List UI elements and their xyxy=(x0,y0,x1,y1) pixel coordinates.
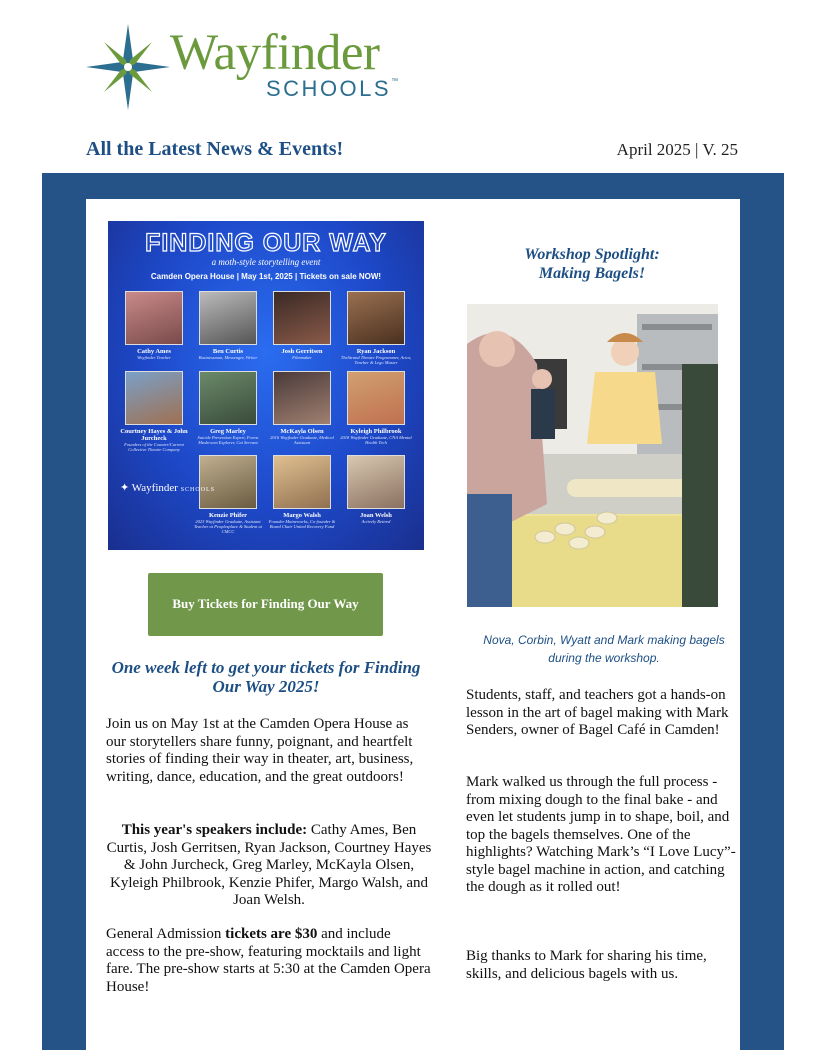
event-description: Join us on May 1st at the Camden Opera House as our storytellers share funny, poignant, and heartfelt stories of finding their way in theater, art, business, writing, dance, education, and the great outdoors! xyxy=(106,716,414,785)
poster-speaker xyxy=(266,291,338,360)
speaker-photo xyxy=(199,291,257,345)
poster-speaker xyxy=(340,371,412,445)
frame-left-bar xyxy=(42,173,86,1050)
logo-schools-text: SCHOOLS™ xyxy=(266,76,399,101)
speakers-paragraph: This year's speakers include: Cathy Ames, Ben Curtis, Josh Gerritsen, Ryan Jackson, Courtney Hayes & John Jurcheck, Greg Marley, McKayla Olsen, Kyleigh Philbrook, Kenzie Phifer, Margo Walsh, and Joan Welsh. xyxy=(106,822,432,908)
speaker-role: Suicide Prevention Expert, Forest Mushroom Explorer, Cat Servant xyxy=(197,435,259,446)
speaker-role: Founder Maineworks, Co-founder & Board Chair United Recovery Fund xyxy=(268,519,336,530)
poster-speaker xyxy=(118,291,190,360)
speaker-photo xyxy=(125,291,183,345)
speaker-name: Kyleigh Philbrook xyxy=(350,428,402,435)
frame-right-bar xyxy=(740,173,784,1050)
event-poster-image[interactable] xyxy=(108,221,424,550)
speaker-photo xyxy=(273,291,331,345)
newsletter-headline: All the Latest News & Events! xyxy=(86,138,344,160)
poster-speaker xyxy=(340,455,412,524)
poster-logo: ✦ Wayfinder SCHOOLS xyxy=(120,482,216,494)
speaker-role: TheStrand Theatre Programmer, Actor, Teacher & Lego Master xyxy=(340,355,412,366)
speaker-role: Wayfinder Teacher xyxy=(137,355,171,361)
workshop-paragraph-3: Big thanks to Mark for sharing his time, skills, and delicious bagels with us. xyxy=(466,948,707,982)
frame-top-bar xyxy=(42,173,784,199)
bagel-photo-illustration xyxy=(467,304,718,607)
speaker-photo xyxy=(347,291,405,345)
buy-tickets-button[interactable] xyxy=(148,573,383,636)
speaker-name: Joan Welsh xyxy=(360,512,392,519)
wayfinder-logo[interactable] xyxy=(86,24,406,110)
poster-speaker xyxy=(118,371,190,453)
poster-subtitle: a moth-style storytelling event xyxy=(211,257,321,267)
workshop-paragraph-1: Students, staff, and teachers got a hands-on lesson in the art of bagel making with Mark Senders, owner of Bagel Café in Camden! xyxy=(466,687,729,738)
speaker-role: Actively Retired xyxy=(361,519,391,525)
speaker-photo xyxy=(125,371,183,425)
buy-tickets-label: Buy Tickets for Finding Our Way xyxy=(172,596,359,612)
speaker-name: Josh Gerritsen xyxy=(281,348,323,355)
speaker-photo xyxy=(199,371,257,425)
speaker-name: Ryan Jackson xyxy=(356,348,396,355)
poster-speaker xyxy=(192,455,264,535)
speaker-name: Margo Walsh xyxy=(283,512,321,519)
speaker-photo xyxy=(273,455,331,509)
speaker-name: McKayla Olsen xyxy=(280,428,324,435)
admission-paragraph: General Admission tickets are $30 and include access to the pre-show, featuring mocktails and light fare. The pre-show starts at 5:30 at the Camden Opera House! xyxy=(106,926,431,995)
speaker-name: Kenzie Phifer xyxy=(208,512,248,519)
speaker-name: Greg Marley xyxy=(210,428,246,435)
speaker-role: 2018 Wayfinder Graduate, CNA Mental Health Tech xyxy=(340,435,412,446)
bagel-workshop-photo[interactable] xyxy=(467,304,718,607)
logo-wordmark: Wayfinder xyxy=(170,25,380,81)
speaker-name: Courtney Hayes & John Jurcheck xyxy=(120,428,188,443)
speaker-role: 2023 Wayfinder Graduate, Assistant Teacher at Peoplesplace & Student at CMCC xyxy=(194,519,262,535)
speaker-role: 2016 Wayfinder Graduate, Medical Assistant xyxy=(270,435,334,446)
workshop-paragraph-2: Mark walked us through the full process - from mixing dough to the final bake - and even let students jump in to shape, boil, and top the bagels themselves. One of the highlights? Watching Mark’s “I Love Lucy”-style bagel machine in action, and catching the dough as it rolled out! xyxy=(466,774,736,895)
poster-info: Camden Opera House | May 1st, 2025 | Tickets on sale NOW! xyxy=(150,272,382,281)
speaker-name: Ben Curtis xyxy=(212,348,244,355)
poster-title: FINDING OUR WAY xyxy=(145,229,387,257)
speaker-role: Filmmaker xyxy=(292,355,312,361)
poster-speaker xyxy=(192,291,264,360)
workshop-heading: Workshop Spotlight: Making Bagels! xyxy=(524,246,660,283)
speaker-photo xyxy=(273,371,331,425)
poster-speaker xyxy=(266,455,338,529)
speaker-name: Cathy Ames xyxy=(137,348,171,355)
poster-speaker xyxy=(340,291,412,365)
poster-speaker xyxy=(192,371,264,445)
speaker-photo xyxy=(347,371,405,425)
poster-speaker xyxy=(266,371,338,445)
speaker-photo xyxy=(347,455,405,509)
speaker-role: Businessman, Messenger, Writer xyxy=(198,355,258,361)
speaker-role: Founders of the Counter/Current Collective Theatre Company xyxy=(124,442,184,453)
photo-caption: Nova, Corbin, Wyatt and Mark making bagels during the workshop. xyxy=(483,633,725,665)
compass-star-icon xyxy=(86,24,170,110)
tickets-heading: One week left to get your tickets for Finding Our Way 2025! xyxy=(111,658,421,696)
issue-label: April 2025 | V. 25 xyxy=(616,140,738,159)
